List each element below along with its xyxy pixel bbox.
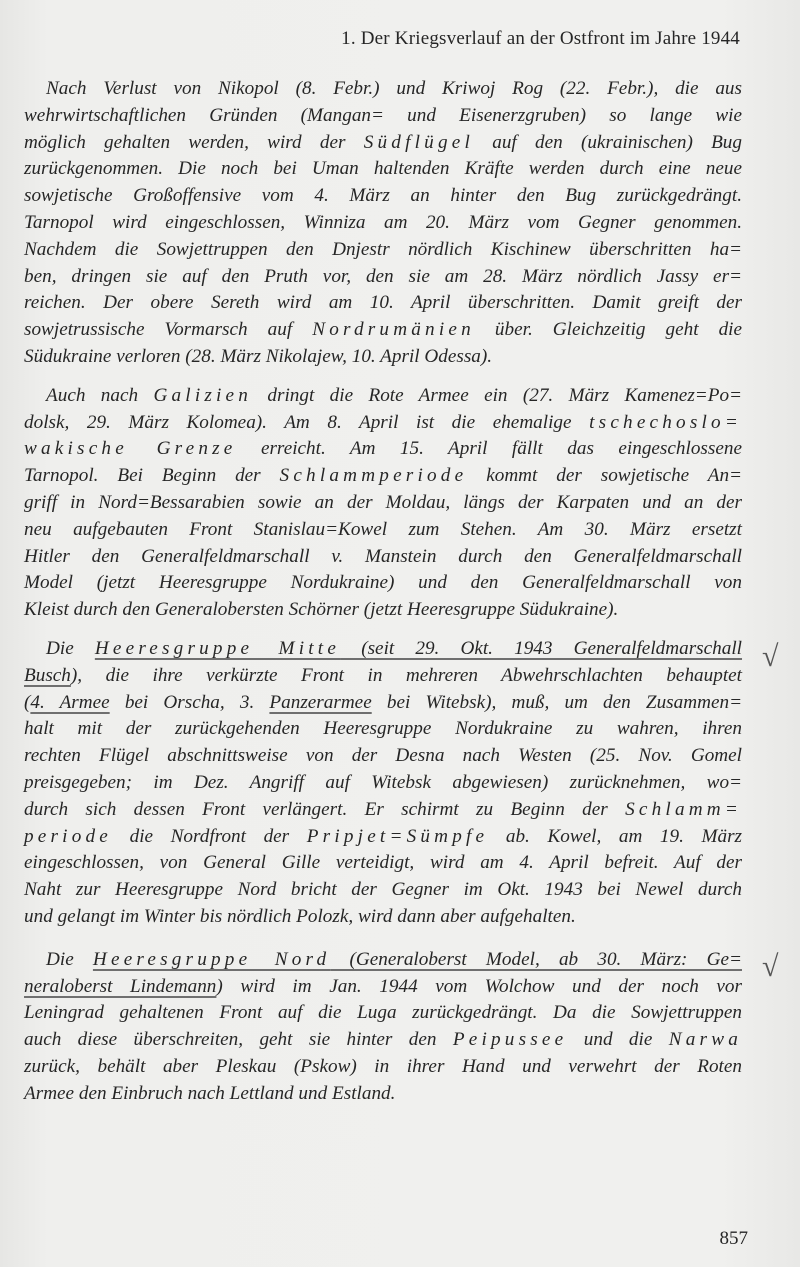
text-line [24, 344, 742, 371]
text-run: sowjetische Großoffensive vom 4. März an hinter den Bug zurückgedrängt. [24, 185, 742, 207]
text-line [24, 770, 742, 797]
text-line [24, 410, 742, 437]
text-run: halt mit der zurückgehenden Heeresgruppe Nordukraine zu wahren, ihren [24, 718, 742, 740]
spaced-emphasis: Nordrumänien [312, 319, 475, 341]
text-run: griff in Nord=Bessarabien sowie an der Moldau, längs der Karpaten und an der [24, 491, 742, 513]
text-run: kommt der sowjetische An= [467, 465, 742, 487]
paragraph [24, 76, 742, 371]
body-text [24, 76, 742, 1119]
text-run: Leningrad gehaltenen Front auf die Luga zurückgedrängt. Da die Sowjettruppen [24, 1002, 742, 1024]
text-run: Tarnopol wird eingeschlossen, Winniza am 20. März vom Gegner genommen. [24, 211, 742, 233]
text-line [24, 690, 742, 717]
text-run: zurück, behält aber Pleskau (Pskow) in ihrer Hand und verwehrt der Roten [24, 1055, 742, 1077]
spaced-emphasis: Pripjet=Sümpfe [306, 825, 489, 847]
text-line [24, 130, 742, 157]
text-run: über. Gleichzeitig geht die [474, 319, 743, 341]
text-run: Kleist durch den Generalobersten Schörner (jetzt Heeresgruppe Südukraine). [24, 599, 619, 621]
text-run: Auch nach [46, 384, 154, 406]
text-run: wehrwirtschaftlichen Gründen (Mangan= und Eisenerzgruben) so lange wie [24, 104, 742, 126]
text-line [24, 544, 742, 571]
running-header: 1. Der Kriegsverlauf an der Ostfront im Jahre 1944 [341, 28, 740, 49]
text-run: eingeschlossen, von General Gille verteidigt, wird am 4. April befreit. Auf der [24, 852, 742, 874]
margin-checkmark-icon: √ [762, 640, 779, 673]
text-run: sowjetrussische Vormarsch auf [24, 319, 313, 341]
paragraph [24, 636, 742, 931]
text-run: erreicht. Am 15. April fällt das eingeschlossene [236, 438, 742, 460]
paragraph [24, 383, 742, 624]
text-line [24, 716, 742, 743]
text-run: ab. Kowel, am 19. März [488, 825, 742, 847]
text-run: ), die ihre verkürzte Front in mehreren Abwehrschlachten behauptet [70, 664, 742, 686]
spaced-emphasis: Narwa [668, 1029, 742, 1051]
text-run: rechten Flügel abschnittsweise von der Desna nach Westen (25. Nov. Gomel [24, 745, 742, 767]
text-run: ben, dringen sie auf den Pruth vor, den sie am 28. März nördlich Jassy er= [24, 265, 742, 287]
spaced-emphasis: tschechoslo= [589, 411, 742, 433]
text-line [24, 517, 742, 544]
paragraph [24, 947, 742, 1108]
text-line [24, 156, 742, 183]
text-run: Tarnopol. Bei Beginn der [24, 465, 280, 487]
text-run: ) wird im Jan. 1944 vom Wolchow und der noch vor [216, 975, 742, 997]
text-run: und die [567, 1029, 669, 1051]
text-line [24, 597, 742, 624]
text-line [24, 490, 742, 517]
spaced-emphasis: wakische Grenze [24, 438, 237, 460]
text-line [24, 877, 742, 904]
text-line [24, 210, 742, 237]
text-line [24, 1027, 742, 1054]
text-line [24, 317, 742, 344]
text-run: Die [46, 948, 93, 970]
spaced-emphasis: Galizien [153, 384, 253, 406]
text-run: 4. Armee [30, 691, 110, 713]
text-line [24, 1054, 742, 1081]
spaced-emphasis: Heeresgruppe Mitte [94, 637, 341, 659]
text-line [24, 570, 742, 597]
text-run: Panzerarmee [269, 691, 372, 713]
text-line [24, 183, 742, 210]
text-run: möglich gehalten werden, wird der [24, 131, 364, 153]
text-line [24, 974, 742, 1001]
text-line [24, 636, 742, 663]
text-line [24, 904, 742, 931]
text-line [24, 743, 742, 770]
text-line [24, 237, 742, 264]
text-line [24, 264, 742, 291]
text-run: Naht zur Heeresgruppe Nord bricht der Gegner im Okt. 1943 bei Newel durch [24, 879, 742, 901]
text-run: auf den (ukrainischen) Bug [474, 131, 742, 153]
text-line [24, 850, 742, 877]
text-run: ( [24, 691, 31, 713]
spaced-emphasis: Schlamm= [625, 798, 742, 820]
text-run: die Nordfront der [112, 825, 307, 847]
text-line [24, 1000, 742, 1027]
text-line [24, 463, 742, 490]
text-run: bei Orscha, 3. [109, 691, 270, 713]
text-run: (Generaloberst Model, ab 30. März: Ge= [330, 948, 742, 970]
text-line [24, 947, 742, 974]
spaced-emphasis: Peipussee [452, 1029, 568, 1051]
text-run: Nach Verlust von Nikopol (8. Febr.) und Kriwoj Rog (22. Febr.), die aus [46, 78, 742, 99]
spaced-emphasis: Heeresgruppe Nord [92, 948, 331, 970]
text-line [24, 824, 742, 851]
text-line [24, 103, 742, 130]
margin-checkmark-icon: √ [762, 950, 779, 983]
text-line [24, 76, 742, 103]
text-run: Model (jetzt Heeresgruppe Nordukraine) und den Generalfeldmarschall von [24, 572, 742, 594]
text-run: (seit 29. Okt. 1943 Generalfeldmarschall [340, 637, 743, 659]
text-line [24, 436, 742, 463]
text-run: Die [46, 637, 95, 659]
text-run: dolsk, 29. März Kolomea). Am 8. April ist die ehemalige [24, 411, 590, 433]
spaced-emphasis: Südflügel [363, 131, 474, 153]
text-run: auch diese überschreiten, geht sie hinter den [24, 1029, 453, 1051]
text-run: zurückgenommen. Die noch bei Uman haltenden Kräfte werden durch eine neue [24, 158, 742, 180]
text-run: preisgegeben; im Dez. Angriff auf Witebsk abgewiesen) zurücknehmen, wo= [24, 771, 742, 793]
text-line [24, 797, 742, 824]
text-run: Nachdem die Sowjettruppen den Dnjestr nördlich Kischinew überschritten ha= [24, 238, 742, 260]
text-run: Armee den Einbruch nach Lettland und Estland. [24, 1082, 396, 1104]
text-run: Südukraine verloren (28. März Nikolajew, 10. April Odessa). [24, 345, 493, 367]
text-run: neraloberst Lindemann [24, 975, 217, 997]
text-line [24, 383, 742, 410]
text-line [24, 663, 742, 690]
text-run: bei Witebsk), muß, um den Zusammen= [371, 691, 743, 713]
text-run: neu aufgebauten Front Stanislau=Kowel zum Stehen. Am 30. März ersetzt [24, 518, 742, 540]
page-number: 857 [719, 1228, 748, 1249]
text-run: dringt die Rote Armee ein (27. März Kamenez=Po= [252, 384, 742, 406]
text-run: und gelangt im Winter bis nördlich Polozk, wird dann aber aufgehalten. [24, 905, 576, 927]
spaced-emphasis: periode [24, 825, 113, 847]
text-run: reichen. Der obere Sereth wird am 10. April überschritten. Damit greift der [24, 292, 742, 314]
text-line [24, 1081, 742, 1108]
text-run: durch sich dessen Front verlängert. Er schirmt zu Beginn der [24, 798, 626, 820]
spaced-emphasis: Schlammperiode [279, 465, 468, 487]
text-line [24, 290, 742, 317]
text-run: Hitler den Generalfeldmarschall v. Manstein durch den Generalfeldmarschall [24, 545, 742, 567]
text-run: Busch [24, 664, 71, 686]
